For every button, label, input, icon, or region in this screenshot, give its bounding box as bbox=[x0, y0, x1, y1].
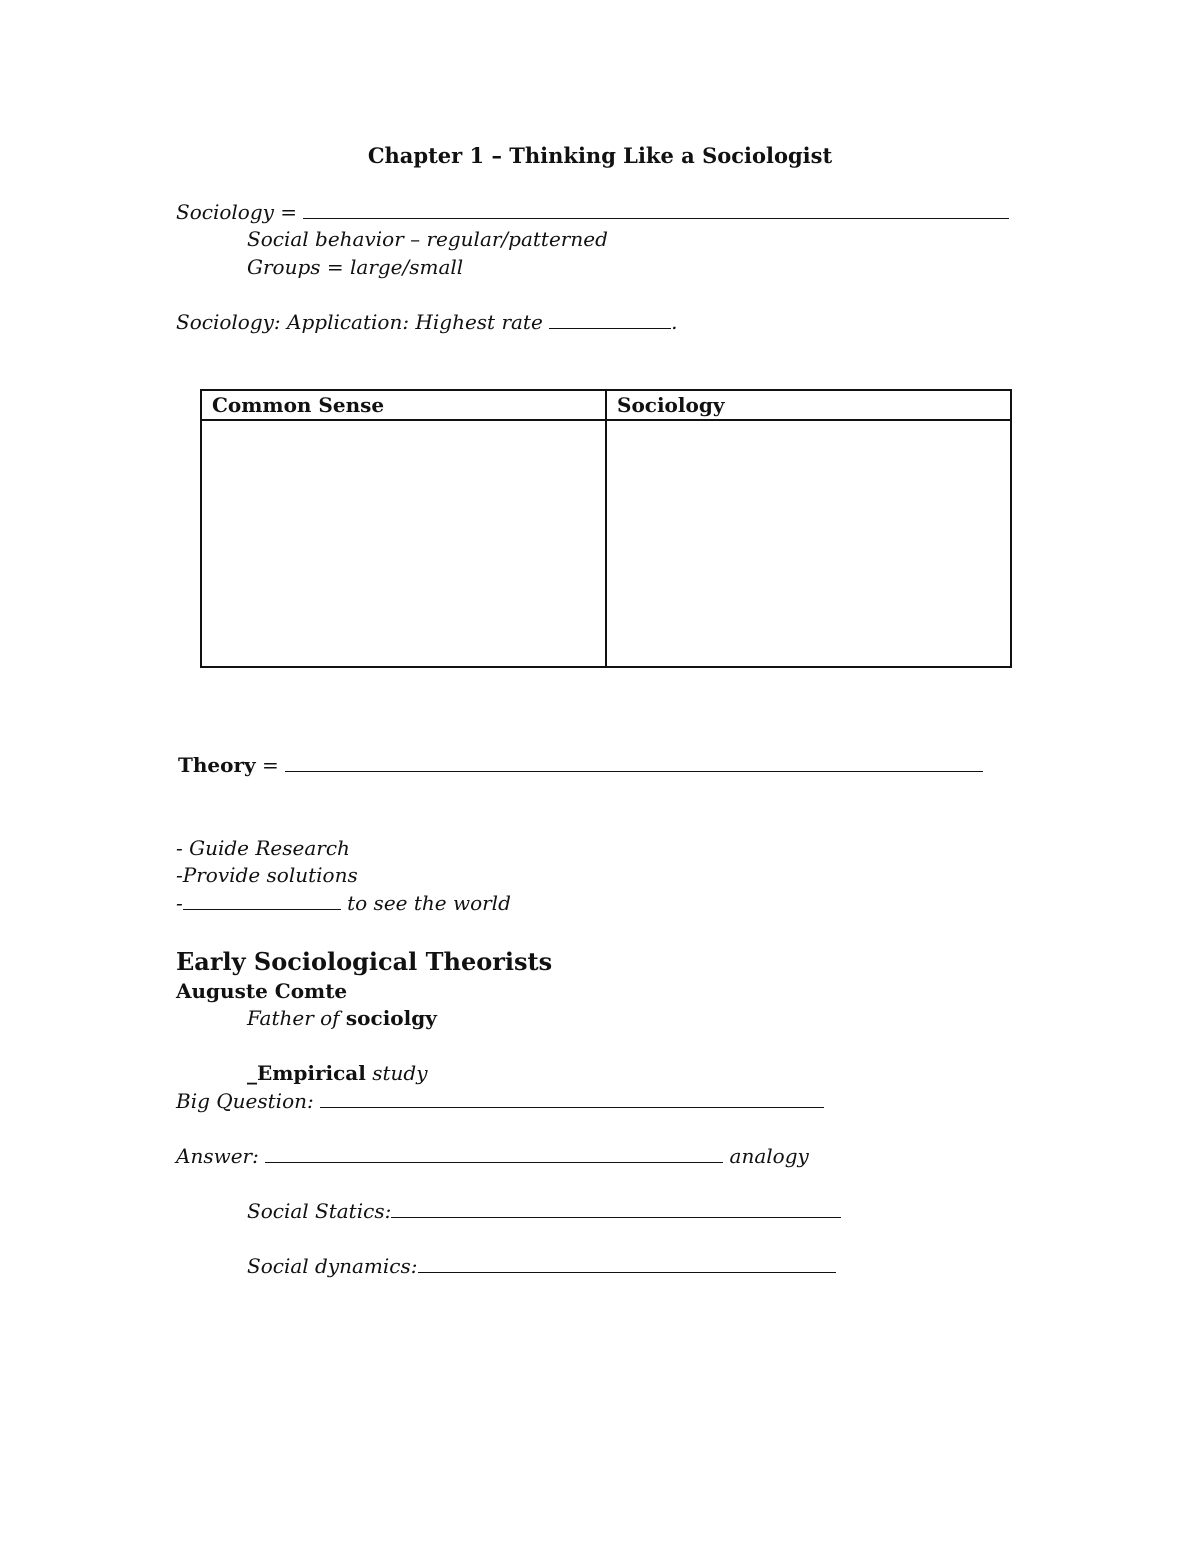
big-question-label: Big Question: bbox=[176, 1089, 321, 1113]
theory-blank bbox=[285, 753, 983, 772]
theory-use-see-world bbox=[176, 890, 511, 916]
social-statics-line bbox=[247, 1198, 841, 1224]
big-question-line bbox=[176, 1088, 824, 1114]
table-header-row bbox=[201, 390, 1011, 420]
comte-father bbox=[247, 1005, 437, 1031]
empirical-suffix: study bbox=[365, 1061, 428, 1085]
early-theorists-heading: Early Sociological Theorists bbox=[176, 947, 553, 976]
social-dynamics-line bbox=[247, 1253, 836, 1279]
answer-line bbox=[176, 1143, 809, 1169]
table-header-sociology: Sociology bbox=[606, 390, 1011, 420]
table-cell-sociology bbox=[606, 420, 1011, 667]
groups-note: Groups = large/small bbox=[247, 255, 464, 279]
see-world-suffix: to see the world bbox=[340, 891, 511, 915]
theory-use-provide-solutions: -Provide solutions bbox=[176, 863, 358, 887]
big-question-blank bbox=[320, 1089, 824, 1108]
social-dynamics-label: Social dynamics: bbox=[247, 1254, 418, 1278]
comparison-table bbox=[200, 389, 1012, 668]
answer-label: Answer: bbox=[176, 1144, 266, 1168]
application-blank bbox=[549, 310, 671, 329]
father-prefix: Father of bbox=[247, 1006, 346, 1030]
table-row bbox=[201, 420, 1011, 667]
sociology-definition-blank bbox=[303, 200, 1009, 219]
see-world-prefix: - bbox=[176, 891, 183, 915]
social-behavior-note: Social behavior – regular/patterned bbox=[247, 227, 608, 251]
application-label: Sociology: Application: Highest rate bbox=[176, 310, 550, 334]
sociology-definition bbox=[176, 199, 1009, 225]
comte-empirical bbox=[247, 1060, 428, 1086]
social-statics-blank bbox=[391, 1199, 841, 1218]
application-line bbox=[176, 309, 678, 335]
table-header-common-sense: Common Sense bbox=[201, 390, 606, 420]
empirical-prefix: _Empirical bbox=[247, 1061, 366, 1085]
answer-blank bbox=[265, 1144, 723, 1163]
application-end: . bbox=[671, 310, 678, 334]
theory-use-guide-research: - Guide Research bbox=[176, 836, 350, 860]
answer-suffix: analogy bbox=[723, 1144, 809, 1168]
social-dynamics-blank bbox=[418, 1254, 836, 1273]
theory-label: Theory bbox=[178, 753, 256, 777]
sociology-definition-label: Sociology = bbox=[176, 200, 304, 224]
page-title: Chapter 1 – Thinking Like a Sociologist bbox=[367, 143, 833, 168]
social-statics-label: Social Statics: bbox=[247, 1199, 392, 1223]
see-world-blank bbox=[183, 891, 341, 910]
theory-definition bbox=[178, 752, 983, 778]
table-cell-common-sense bbox=[201, 420, 606, 667]
comte-name: Auguste Comte bbox=[176, 979, 348, 1003]
father-value: sociolgy bbox=[345, 1006, 437, 1030]
theory-equals: = bbox=[255, 753, 286, 777]
